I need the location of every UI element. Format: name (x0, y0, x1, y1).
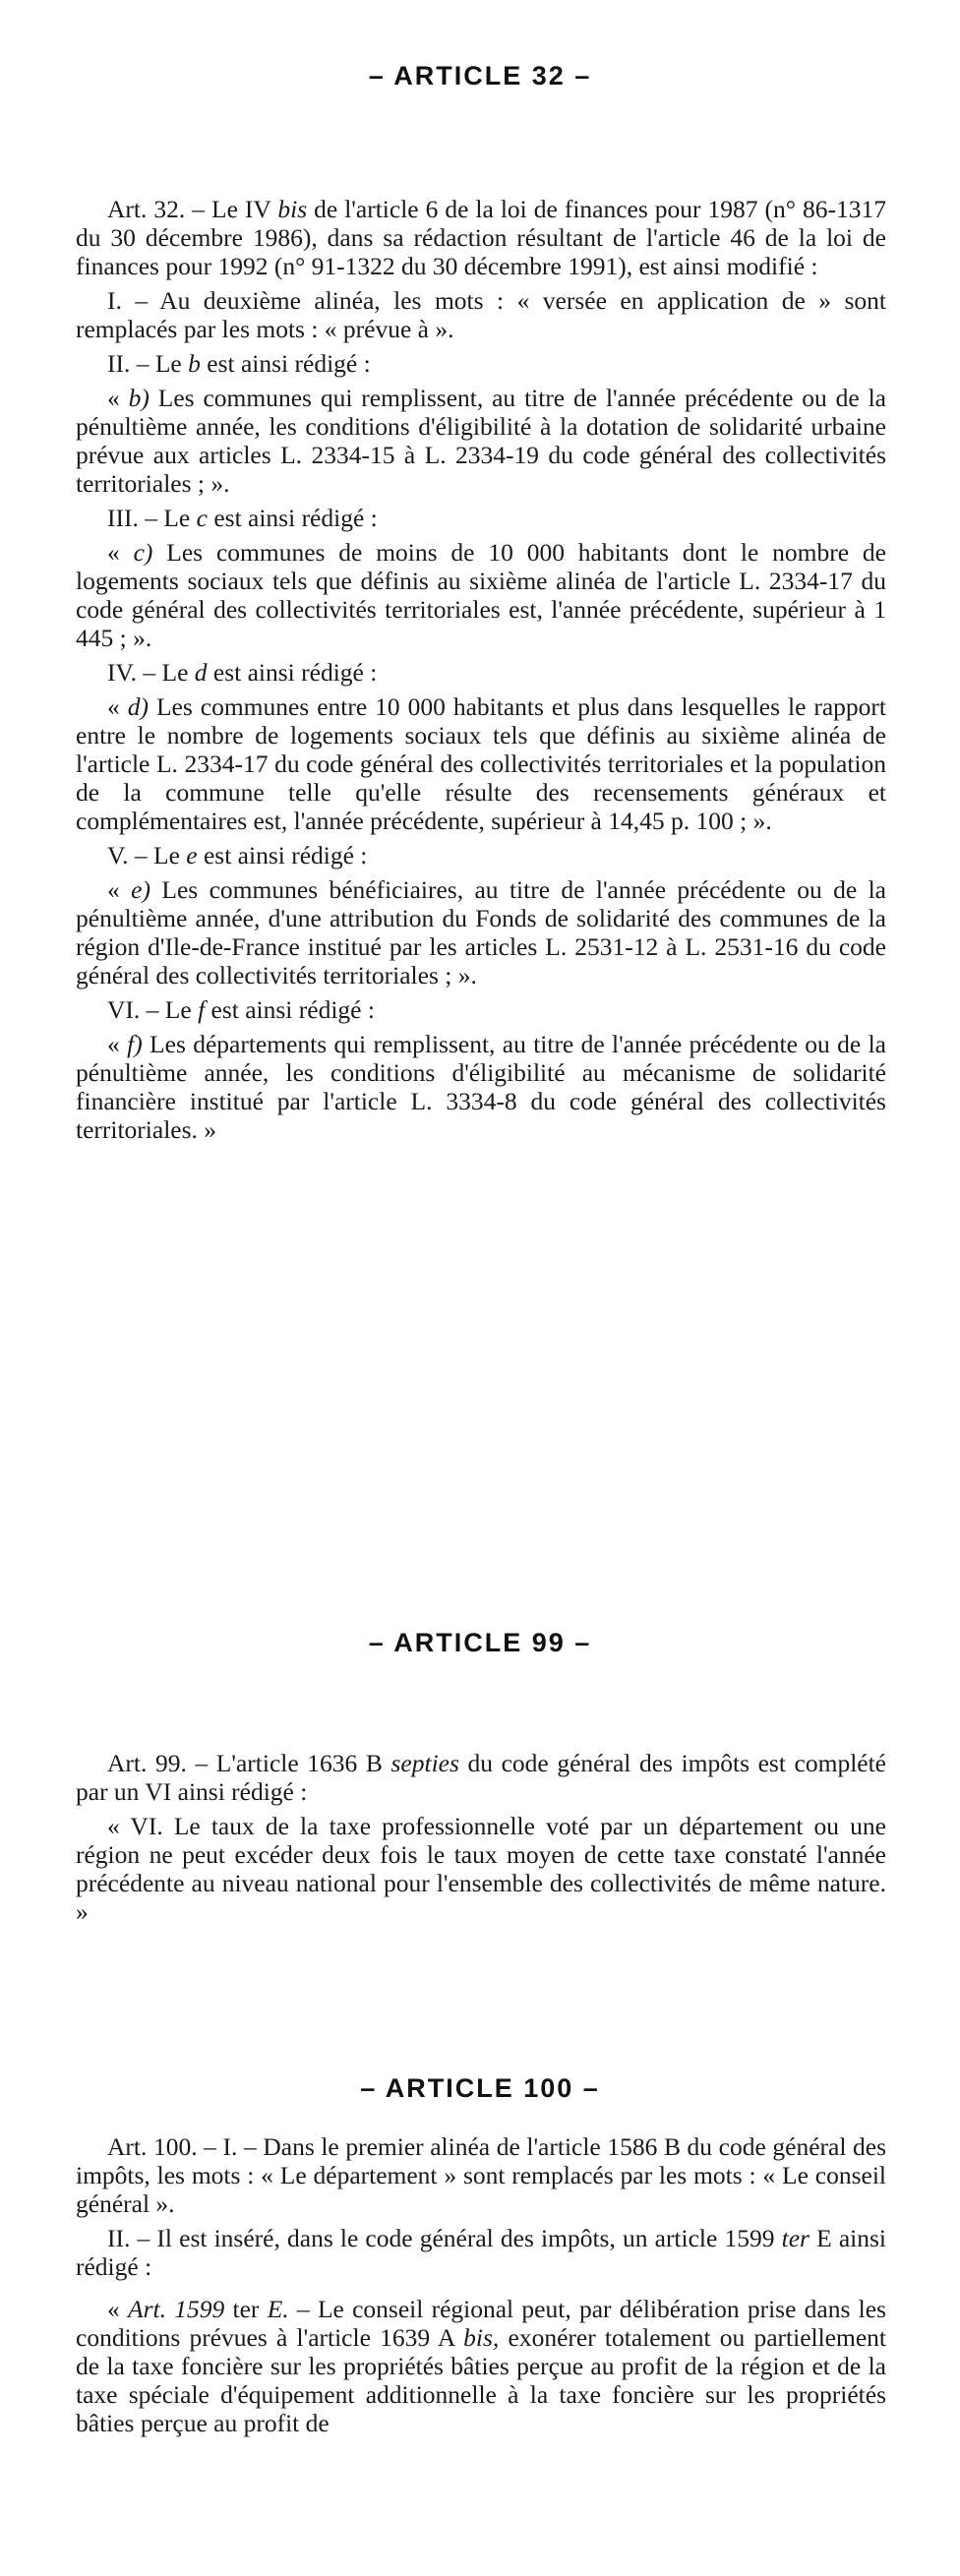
article-99-intro: Art. 99. – L'article 1636 B septies du code général des impôts est complété par un VI ainsi rédigé : (76, 1749, 887, 1806)
article-32-para-4: IV. – Le d est ainsi rédigé : (107, 658, 378, 687)
article-32-quote-d: « d) Les communes entre 10 000 habitants et plus dans lesquelles le rapport entre le nombre de logements sociaux tels que définis au sixième alinéa de l'article L. 2334-17 du code général des collectivités territoriales et la population de la commune telle qu'elle résulte des recensements généraux et complémentaires est, l'année précédente, supérieur à 14,45 p. 100 ; ». (76, 692, 887, 835)
article-32-body (76, 195, 886, 1150)
article-32-quote-e: « e) Les communes bénéficiaires, au titre de l'année précédente ou de la pénultième année, d'une attribution du Fonds de solidarité des communes de la région d'Ile-de-France institué par les articles L. 2531-12 à L. 2531-16 du code général des collectivités territoriales ; ». (76, 875, 886, 989)
article-100-heading: – ARTICLE 100 – (360, 2073, 600, 2103)
article-100-para-1: Art. 100. – I. – Dans le premier alinéa de l'article 1586 B du code général des impôts, les mots : « Le département » sont remplacés par les mots : « Le conseil général ». (76, 2132, 886, 2218)
article-99-body (76, 1749, 886, 1932)
article-32-para-6: VI. – Le f est ainsi rédigé : (107, 995, 375, 1024)
article-100-para-2: II. – Il est inséré, dans le code général des impôts, un article 1599 ter E ainsi rédigé : (76, 2224, 886, 2281)
article-32-para-2: II. – Le b est ainsi rédigé : (107, 349, 371, 378)
article-32-quote-b: « b) Les communes qui remplissent, au titre de l'année précédente ou de la pénultième année, les conditions d'éligibilité à la dotation de solidarité urbaine prévue aux articles L. 2334-15 à L. 2334-19 du code général des collectivités territoriales ; ». (76, 384, 887, 498)
article-100-quote: « Art. 1599 ter E. – Le conseil régional peut, par délibération prise dans les conditions prévues à l'article 1639 A bis, exonérer totalement ou partiellement de la taxe foncière sur les propriétés bâties perçue au profit de la région et de la taxe spéciale d'équipement additionnelle à la taxe foncière sur les propriétés bâties perçue au profit de (76, 2295, 887, 2437)
article-32-intro: Art. 32. – Le IV bis de l'article 6 de la loi de finances pour 1987 (n° 86-1317 du 30 décembre 1986), dans sa rédaction résultant de l'article 46 de la loi de finances pour 1992 (n° 91-1322 du 30 décembre 1991), est ainsi modifié : (76, 195, 886, 280)
article-100-body (76, 2132, 886, 2443)
article-32-heading: – ARTICLE 32 – (368, 61, 592, 90)
article-32-para-1: I. – Au deuxième alinéa, les mots : « versée en application de » sont remplacés par les mots : « prévue à ». (76, 286, 886, 343)
article-99-heading: – ARTICLE 99 – (368, 1628, 592, 1657)
article-32-quote-c: « c) Les communes de moins de 10 000 habitants dont le nombre de logements sociaux tels que définis au sixième alinéa de l'article L. 2334-17 du code général des collectivités territoriales est, l'année précédente, supérieur à 1 445 ; ». (76, 538, 886, 652)
article-32-para-5: V. – Le e est ainsi rédigé : (107, 841, 368, 869)
article-32-quote-f: « f) Les départements qui remplissent, au titre de l'année précédente ou de la pénultième année, les conditions d'éligibilité au mécanisme de solidarité financière institué par l'article L. 3334-8 du code général des collectivités territoriales. » (76, 1030, 886, 1144)
article-32-para-3: III. – Le c est ainsi rédigé : (107, 504, 378, 532)
article-99-quote: « VI. Le taux de la taxe professionnelle voté par un département ou une région ne peut excéder deux fois le taux moyen de cette taxe constaté l'année précédente au niveau national pour l'ensemble des collectivités de même nature. » (76, 1812, 886, 1926)
